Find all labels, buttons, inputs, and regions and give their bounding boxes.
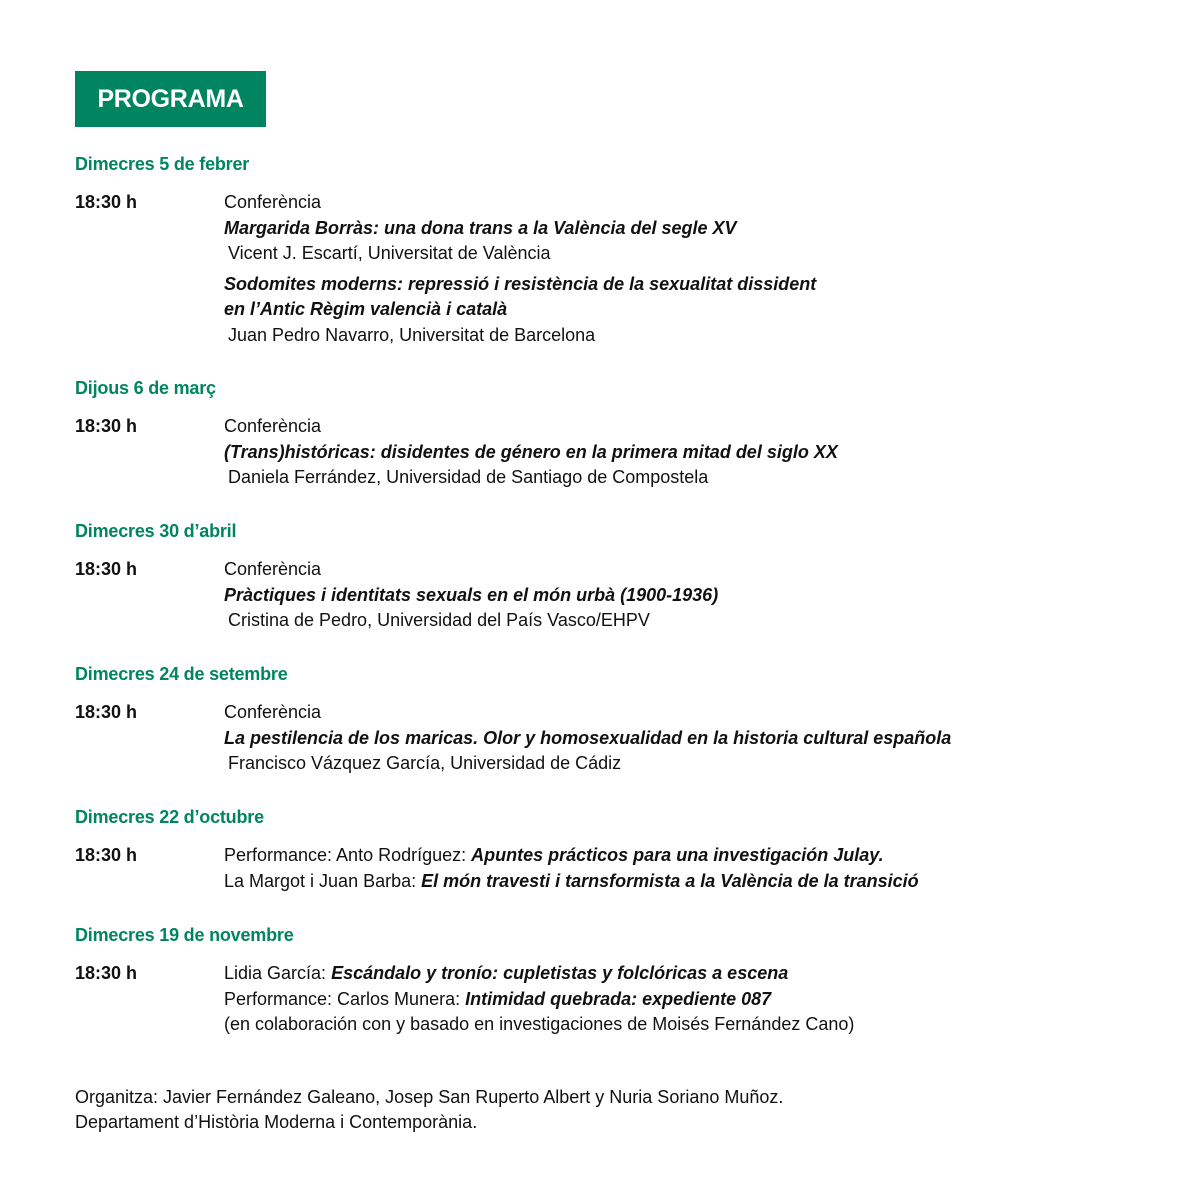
talk-speaker: Juan Pedro Navarro, Universitat de Barcelona xyxy=(228,324,596,345)
program-item xyxy=(224,869,1115,895)
organizers-line: Organitza: Javier Fernández Galeano, Josep San Ruperto Albert y Nuria Soriano Muñoz. xyxy=(75,1087,784,1107)
item-prefix: Lidia García: xyxy=(224,963,332,983)
session-day: Dimecres 24 de setembre xyxy=(75,664,288,684)
session-type: Conferència xyxy=(224,192,322,212)
item-note: (en colaboración con y basado en investigaciones de Moisés Fernández Cano) xyxy=(224,1014,855,1034)
session-time: 18:30 h xyxy=(75,192,138,212)
page-title: PROGRAMA xyxy=(97,84,244,113)
session-6 xyxy=(75,924,1115,1038)
session-type: Conferència xyxy=(224,702,322,722)
item-title: Intimidad quebrada: expediente 087 xyxy=(465,988,772,1009)
session-time: 18:30 h xyxy=(75,963,138,983)
session-type: Conferència xyxy=(224,559,322,579)
talk-title-continued: en l’Antic Règim valencià i català xyxy=(224,299,508,319)
talk-title: La pestilencia de los maricas. Olor y homosexualidad en la historia cultural española xyxy=(224,727,952,748)
program-item xyxy=(224,987,1115,1013)
session-day: Dimecres 19 de novembre xyxy=(75,925,294,945)
item-prefix: Performance: Anto Rodríguez: xyxy=(224,845,472,865)
session-4 xyxy=(75,663,1115,777)
session-time: 18:30 h xyxy=(75,559,138,579)
talk-title: Sodomites moderns: repressió i resistència de la sexualitat dissident xyxy=(224,273,817,294)
item-title: Apuntes prácticos para una investigación Julay. xyxy=(471,845,884,865)
item-prefix: Performance: Carlos Munera: xyxy=(224,988,466,1009)
session-day: Dimecres 30 d’abril xyxy=(75,521,237,541)
session-type: Conferència xyxy=(224,416,322,436)
organizers-footer xyxy=(75,1085,783,1135)
talk-speaker: Daniela Ferrández, Universidad de Santiago de Compostela xyxy=(228,467,709,487)
session-day: Dijous 6 de març xyxy=(75,378,216,398)
session-time: 18:30 h xyxy=(75,702,138,722)
department-line: Departament d’Història Moderna i Contemporània. xyxy=(75,1112,478,1132)
session-time: 18:30 h xyxy=(75,416,138,436)
session-1 xyxy=(75,153,1115,348)
item-title: El món travesti i tarnsformista a la València de la transició xyxy=(421,870,919,891)
item-title: Escándalo y tronío: cupletistas y folclóricas a escena xyxy=(331,963,789,983)
programa-banner xyxy=(75,71,266,127)
program-item xyxy=(224,961,1115,987)
talk-speaker: Cristina de Pedro, Universidad del País Vasco/EHPV xyxy=(228,610,650,630)
session-5 xyxy=(75,806,1115,894)
item-prefix: La Margot i Juan Barba: xyxy=(224,870,422,891)
program-item xyxy=(224,843,1115,869)
session-day: Dimecres 5 de febrer xyxy=(75,154,250,174)
session-day: Dimecres 22 d’octubre xyxy=(75,807,264,827)
talk-title: (Trans)históricas: disidentes de género en la primera mitad del siglo XX xyxy=(224,441,838,462)
talk-speaker: Francisco Vázquez García, Universidad de Cádiz xyxy=(228,753,622,773)
session-time: 18:30 h xyxy=(75,845,138,865)
session-3 xyxy=(75,520,1115,634)
talk-title: Pràctiques i identitats sexuals en el món urbà (1900-1936) xyxy=(224,584,719,605)
talk-title: Margarida Borràs: una dona trans a la València del segle XV xyxy=(224,217,737,238)
talk-speaker: Vicent J. Escartí, Universitat de València xyxy=(228,243,551,263)
session-2 xyxy=(75,377,1115,491)
